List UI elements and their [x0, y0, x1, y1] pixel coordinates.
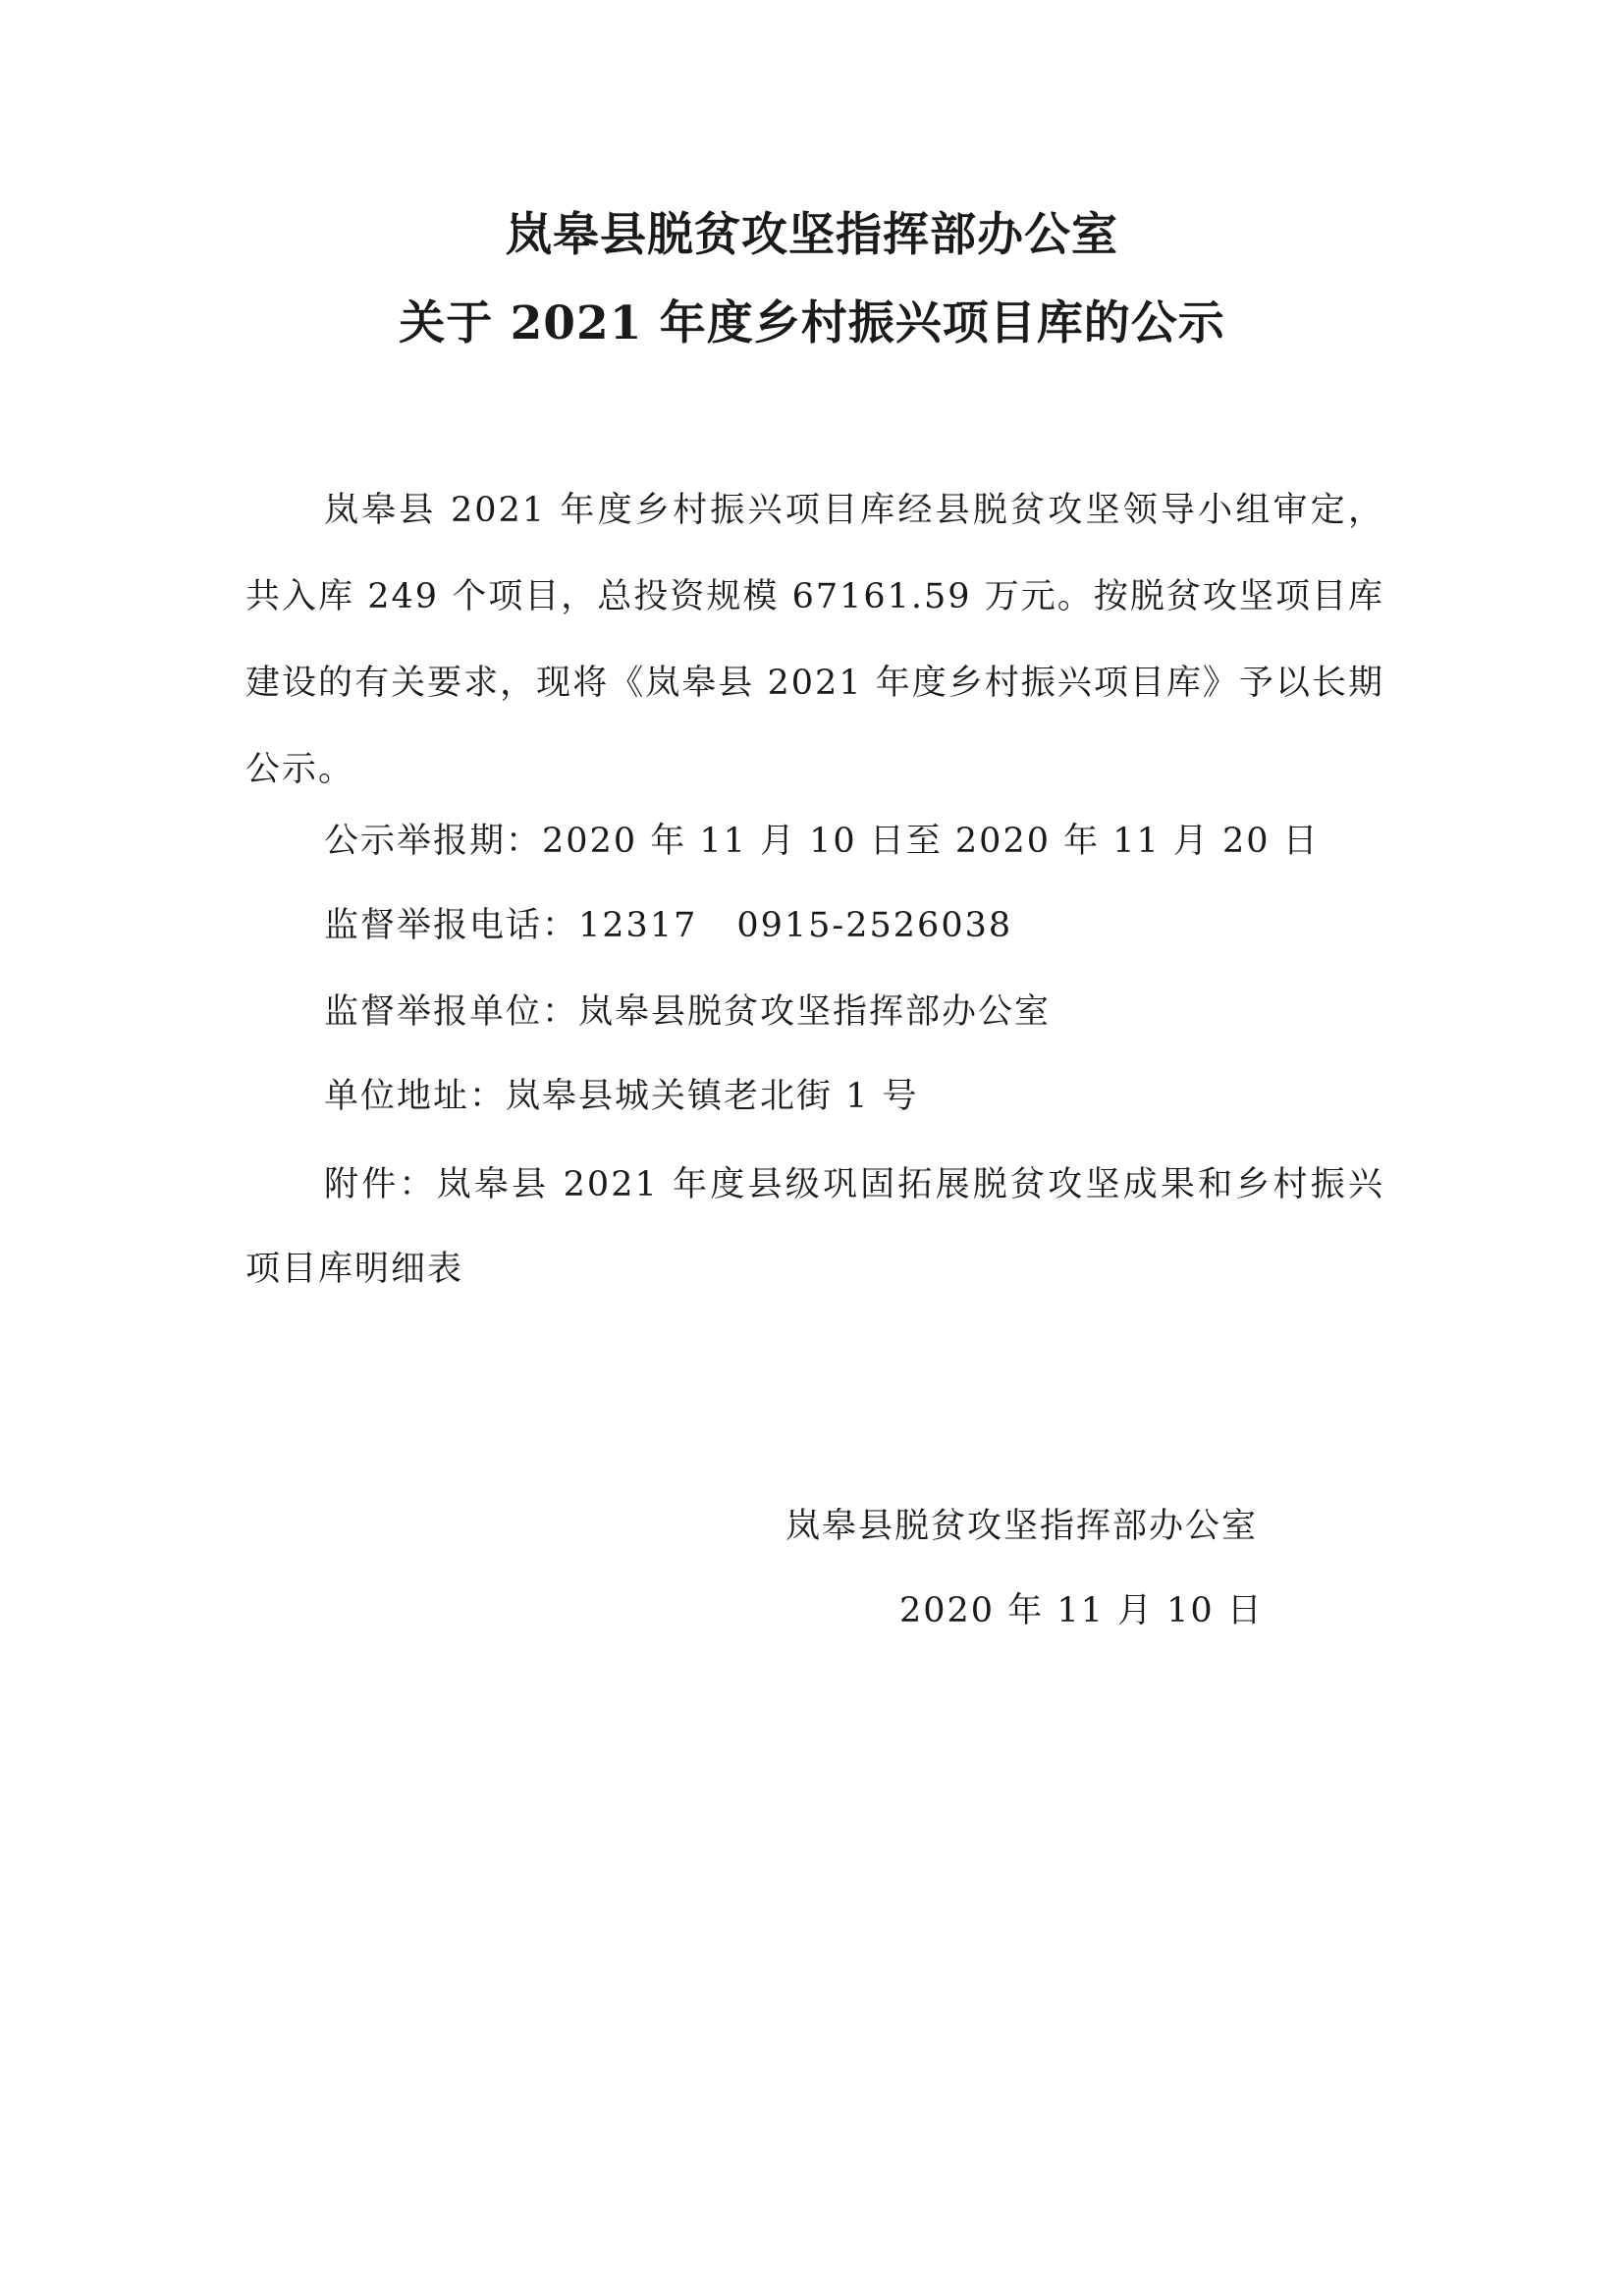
signature-date: 2020 年 11 月 10 日 — [899, 1591, 1264, 1630]
document-title-line2: 关于 2021 年度乡村振兴项目库的公示 — [399, 296, 1225, 350]
report-phone-2: 0915-2526038 — [736, 906, 1013, 945]
report-period-line — [324, 817, 1320, 866]
report-unit-label: 监督举报单位： — [324, 992, 579, 1032]
unit-address-line — [324, 1072, 919, 1121]
attachment-label: 附件： — [324, 1165, 437, 1204]
signature-organization: 岚皋县脱贫攻坚指挥部办公室 — [785, 1507, 1259, 1546]
report-phone-label: 监督举报电话： — [324, 906, 579, 945]
attachment-value: 岚皋县 2021 年度县级巩固拓展脱贫攻坚成果和乡村振兴项目库明细表 — [245, 1165, 1384, 1289]
main-paragraph: 岚皋县 2021 年度乡村振兴项目库经县脱贫攻坚领导小组审定，共入库 249 个项目，总投资规模 67161.59 万元。按脱贫攻坚项目库建设的有关要求，现将《岚皋县 2021 年度乡村振兴项目库》予以长期公示。 — [245, 491, 1384, 789]
unit-address-value: 岚皋县城关镇老北街 1 号 — [506, 1077, 919, 1116]
document-title-line1: 岚皋县脱贫攻坚指挥部办公室 — [506, 208, 1118, 262]
report-phone-1: 12317 — [578, 906, 698, 945]
report-phone-line — [324, 901, 1012, 950]
report-period-value: 2020 年 11 月 10 日至 2020 年 11 月 20 日 — [542, 822, 1320, 861]
unit-address-label: 单位地址： — [324, 1077, 507, 1116]
report-unit-value: 岚皋县脱贫攻坚指挥部办公室 — [578, 992, 1052, 1032]
report-unit-line — [324, 988, 1051, 1037]
attachment-paragraph — [245, 1143, 1384, 1311]
report-period-label: 公示举报期： — [324, 822, 543, 861]
